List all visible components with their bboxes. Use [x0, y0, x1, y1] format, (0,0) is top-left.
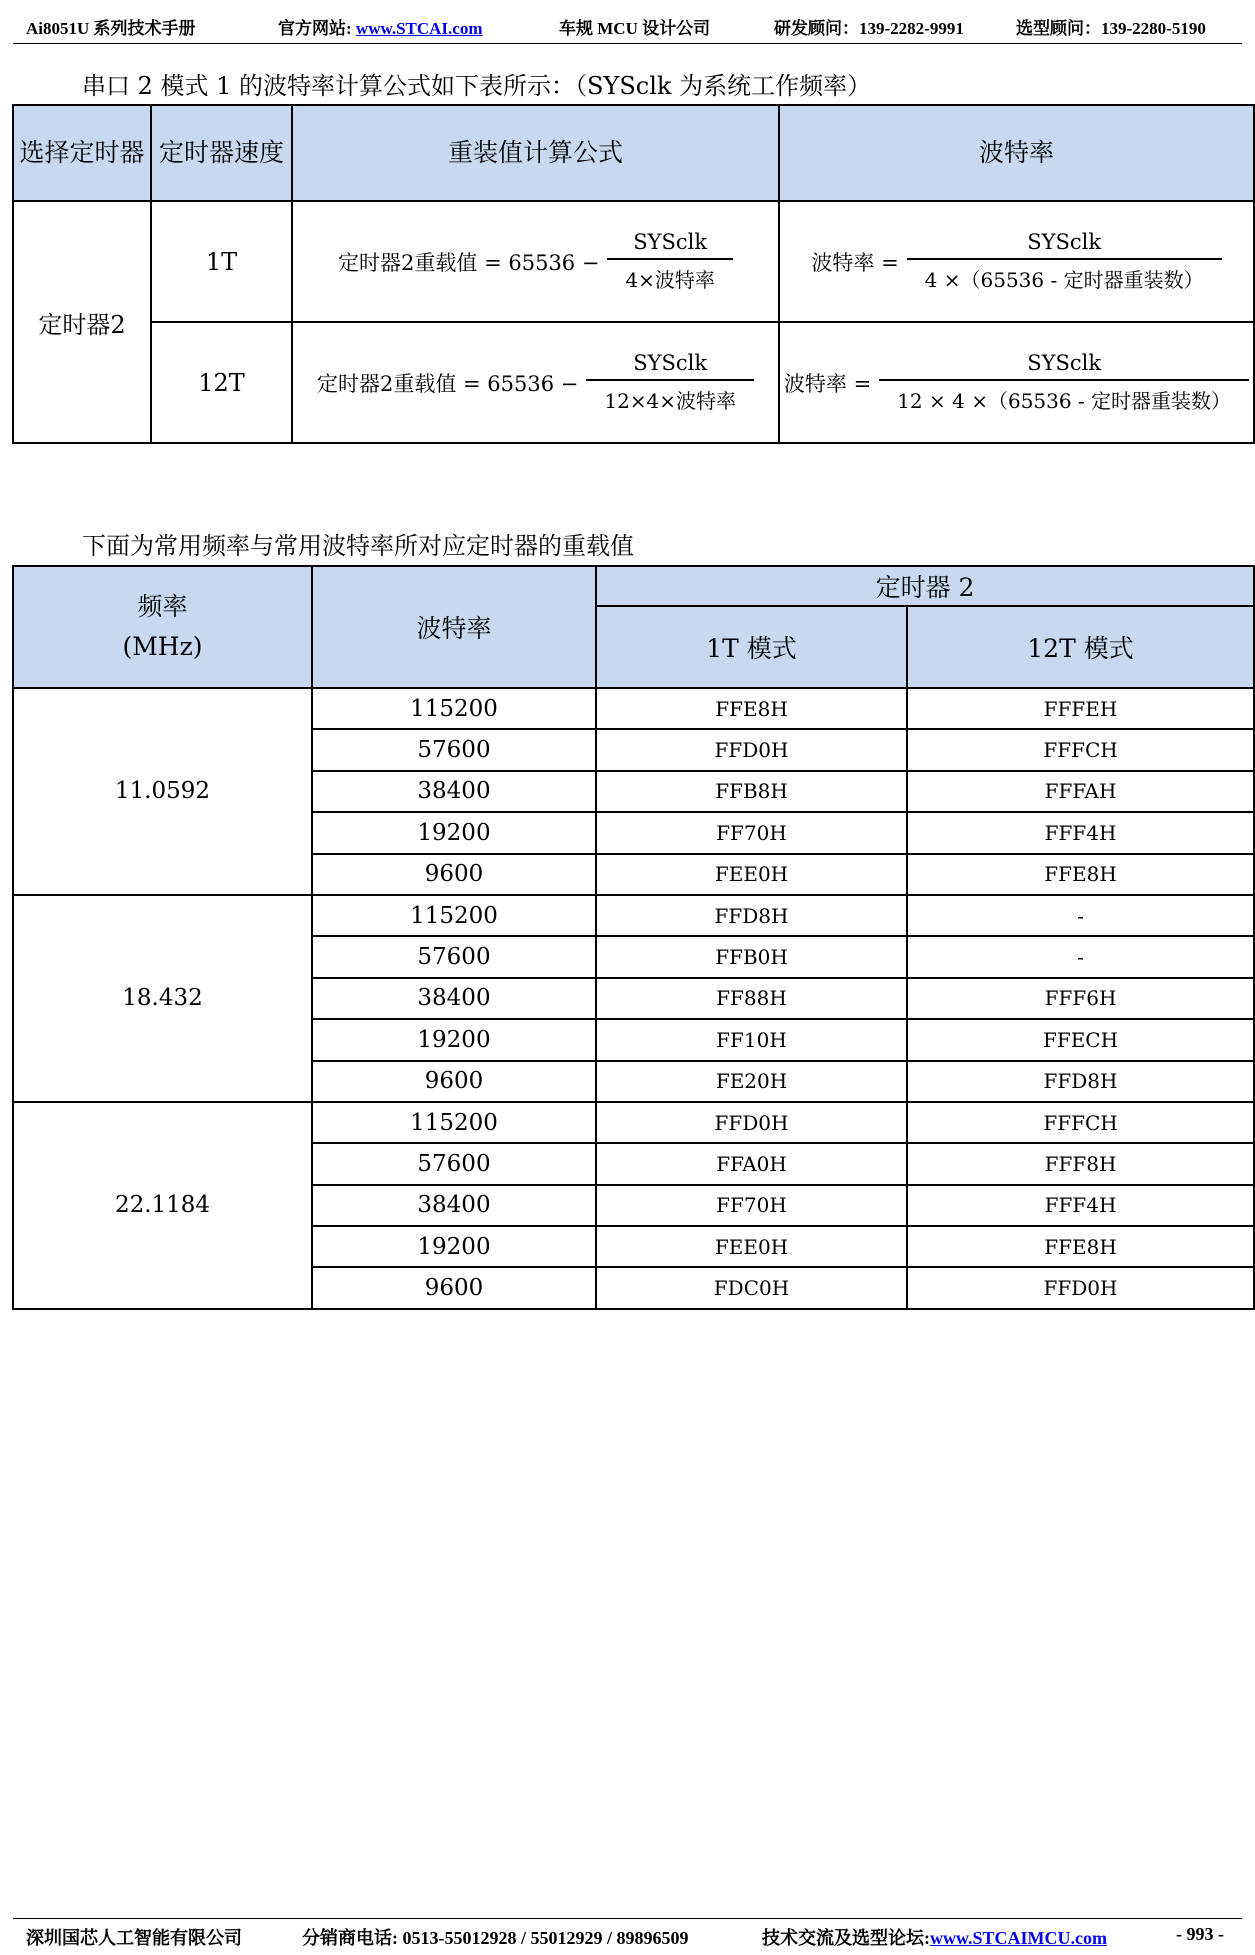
reload-1t-cell: FF70H — [596, 1185, 907, 1226]
reload-12t-cell: FFFAH — [907, 771, 1254, 812]
table-row — [13, 688, 1254, 729]
formula-row-1t — [13, 201, 1254, 322]
reload-12t-cell: FFFCH — [907, 729, 1254, 770]
reload-table-body — [13, 688, 1254, 1309]
distributor-phone: 分销商电话: 0513-55012928 / 55012929 / 89896509 — [302, 1928, 689, 1948]
selection-consultant: 选型顾问：139-2280-5190 — [1016, 19, 1206, 38]
baud-cell: 115200 — [312, 1102, 596, 1143]
col-select-timer: 选择定时器 — [13, 105, 151, 201]
col-frequency — [13, 566, 312, 688]
footer-rule — [13, 1918, 1242, 1919]
manual-title: Ai8051U 系列技术手册 — [26, 19, 196, 38]
formula-lhs: 波特率 = — [783, 371, 872, 396]
formula-lhs: 波特率 = — [811, 250, 899, 275]
reload-12t-cell: FFD8H — [907, 1061, 1254, 1102]
numerator: SYSclk — [1027, 230, 1102, 254]
reload-1t-cell: FF10H — [596, 1019, 907, 1060]
baud-cell: 38400 — [312, 1185, 596, 1226]
page-header — [26, 12, 1226, 42]
numerator: SYSclk — [633, 351, 708, 375]
frequency-cell: 18.432 — [13, 895, 312, 1102]
reload-12t-cell: - — [907, 936, 1254, 977]
col-baud: 波特率 — [312, 566, 596, 688]
baud-cell: 9600 — [312, 1061, 596, 1102]
baud-formula — [811, 230, 1221, 293]
formula-lhs: 定时器2重载值 = 65536 − — [316, 371, 579, 396]
reload-1t-cell: FE20H — [596, 1061, 907, 1102]
reload-1t-cell: FEE0H — [596, 1226, 907, 1267]
freq-label: 频率 — [137, 592, 188, 621]
footer-company: 深圳国芯人工智能有限公司 — [26, 1928, 242, 1948]
denominator: 4×波特率 — [607, 258, 732, 293]
reload-1t-cell: FFD0H — [596, 1102, 907, 1143]
reload-12t-cell: FFF4H — [907, 812, 1254, 853]
reload-formula — [338, 230, 733, 293]
reload-12t-cell: FFF4H — [907, 1185, 1254, 1226]
reload-12t-cell: FFE8H — [907, 854, 1254, 895]
baud-formula-cell — [779, 201, 1254, 322]
baud-cell: 19200 — [312, 1019, 596, 1060]
baud-cell: 57600 — [312, 1143, 596, 1184]
page-number: - 993 - — [1176, 1924, 1224, 1944]
speed-cell: 12T — [151, 322, 292, 443]
reload-12t-cell: FFD0H — [907, 1267, 1254, 1308]
baud-cell: 115200 — [312, 895, 596, 936]
baud-formula-cell — [779, 322, 1254, 443]
fraction — [879, 351, 1249, 414]
col-baud-rate: 波特率 — [779, 105, 1254, 201]
reload-1t-cell: FF88H — [596, 978, 907, 1019]
numerator: SYSclk — [1027, 351, 1102, 375]
reload-formula-cell — [292, 201, 779, 322]
baud-cell: 19200 — [312, 812, 596, 853]
site-link[interactable]: www.STCAI.com — [355, 19, 483, 38]
denominator: 12×4×波特率 — [586, 379, 754, 414]
reload-header-row — [13, 566, 1254, 606]
baud-cell: 38400 — [312, 978, 596, 1019]
fraction — [586, 351, 754, 414]
freq-unit: (MHz) — [122, 632, 203, 661]
fraction — [907, 230, 1222, 293]
official-site — [278, 14, 482, 39]
baud-formula-table — [12, 104, 1255, 444]
timer-cell: 定时器2 — [13, 201, 151, 443]
header-rule — [13, 43, 1242, 44]
reload-1t-cell: FFD8H — [596, 895, 907, 936]
baud-cell: 38400 — [312, 771, 596, 812]
baud-cell: 57600 — [312, 936, 596, 977]
reload-1t-cell: FFD0H — [596, 729, 907, 770]
denominator: 12 × 4 ×（65536 - 定时器重装数） — [879, 379, 1249, 414]
reload-12t-cell: FFECH — [907, 1019, 1254, 1060]
reload-1t-cell: FFB0H — [596, 936, 907, 977]
numerator: SYSclk — [633, 230, 708, 254]
site-label: 官方网站: — [278, 19, 356, 38]
formula-header-row — [13, 105, 1254, 201]
dev-consultant: 研发顾问：139-2282-9991 — [774, 19, 964, 38]
forum — [762, 1924, 1107, 1950]
reload-12t-cell: FFF8H — [907, 1143, 1254, 1184]
col-1t-mode: 1T 模式 — [596, 606, 907, 688]
reload-formula — [317, 351, 754, 414]
table-row — [13, 1102, 1254, 1143]
reload-12t-cell: FFFEH — [907, 688, 1254, 729]
baud-cell: 9600 — [312, 1267, 596, 1308]
reload-12t-cell: - — [907, 895, 1254, 936]
reload-12t-cell: FFFCH — [907, 1102, 1254, 1143]
frequency-cell: 11.0592 — [13, 688, 312, 895]
reload-1t-cell: FF70H — [596, 812, 907, 853]
formula-caption: 串口 2 模式 1 的波特率计算公式如下表所示：（SYSclk 为系统工作频率） — [82, 72, 872, 100]
forum-label: 技术交流及选型论坛: — [762, 1928, 930, 1948]
col-timer-speed: 定时器速度 — [151, 105, 292, 201]
formula-row-12t — [13, 322, 1254, 443]
company-slogan: 车规 MCU 设计公司 — [559, 19, 711, 38]
reload-12t-cell: FFE8H — [907, 1226, 1254, 1267]
baud-cell: 19200 — [312, 1226, 596, 1267]
col-timer2: 定时器 2 — [596, 566, 1254, 606]
frequency-cell: 22.1184 — [13, 1102, 312, 1309]
reload-value-table — [12, 565, 1255, 1310]
table-row — [13, 895, 1254, 936]
reload-formula-cell — [292, 322, 779, 443]
formula-lhs: 定时器2重载值 = 65536 − — [338, 250, 600, 275]
col-12t-mode: 12T 模式 — [907, 606, 1254, 688]
reload-1t-cell: FFE8H — [596, 688, 907, 729]
denominator: 4 ×（65536 - 定时器重装数） — [907, 258, 1222, 293]
reload-12t-cell: FFF6H — [907, 978, 1254, 1019]
reload-1t-cell: FFA0H — [596, 1143, 907, 1184]
baud-cell: 9600 — [312, 854, 596, 895]
baud-formula — [784, 351, 1249, 414]
reload-1t-cell: FEE0H — [596, 854, 907, 895]
reload-caption: 下面为常用频率与常用波特率所对应定时器的重载值 — [82, 532, 634, 560]
col-reload-formula: 重装值计算公式 — [292, 105, 779, 201]
reload-1t-cell: FDC0H — [596, 1267, 907, 1308]
baud-cell: 57600 — [312, 729, 596, 770]
reload-1t-cell: FFB8H — [596, 771, 907, 812]
forum-link[interactable]: www.STCAIMCU.com — [930, 1928, 1107, 1948]
baud-cell: 115200 — [312, 688, 596, 729]
speed-cell: 1T — [151, 201, 292, 322]
fraction — [607, 230, 732, 293]
